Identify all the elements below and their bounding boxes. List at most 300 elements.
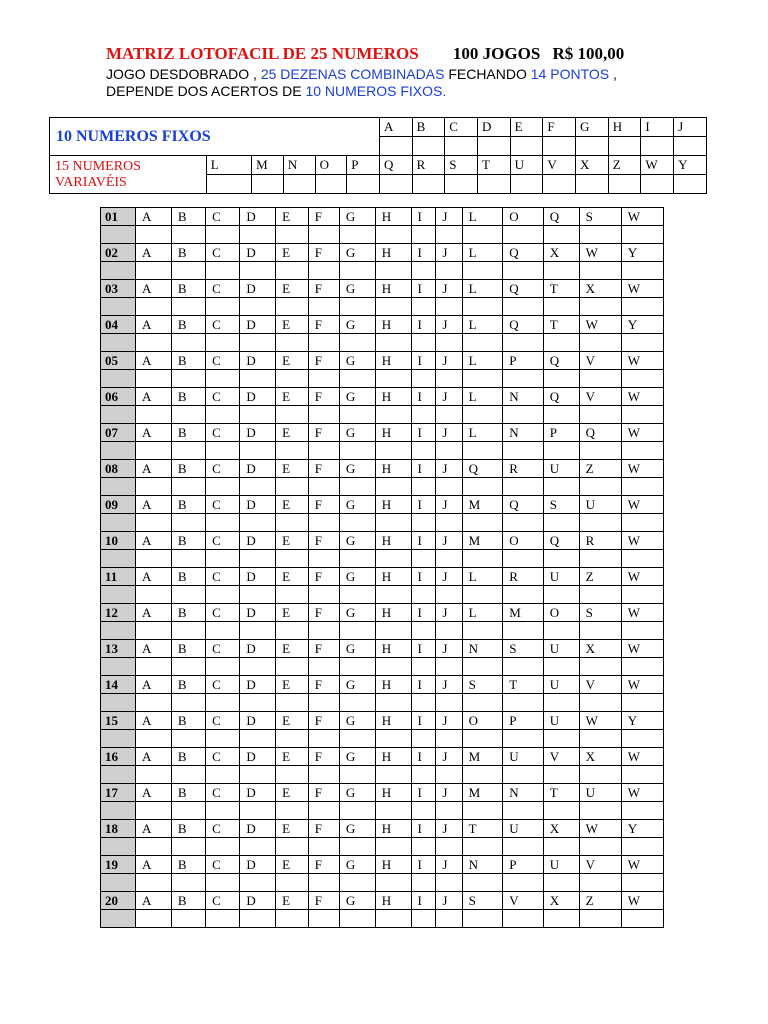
game-number-slot[interactable] xyxy=(375,694,411,712)
game-number-slot[interactable] xyxy=(276,874,309,892)
game-number-slot[interactable] xyxy=(206,550,240,568)
game-number-slot[interactable] xyxy=(308,370,339,388)
game-number-slot[interactable] xyxy=(462,406,503,424)
game-number-slot[interactable] xyxy=(308,586,339,604)
game-number-slot[interactable] xyxy=(621,730,663,748)
game-number-slot[interactable] xyxy=(206,730,240,748)
game-number-slot[interactable] xyxy=(579,226,621,244)
game-number-slot[interactable] xyxy=(579,622,621,640)
game-number-slot[interactable] xyxy=(375,262,411,280)
variable-number-slot[interactable] xyxy=(445,175,478,194)
variable-number-slot[interactable] xyxy=(576,175,609,194)
game-number-slot[interactable] xyxy=(621,550,663,568)
game-number-slot[interactable] xyxy=(276,370,309,388)
game-number-slot[interactable] xyxy=(206,658,240,676)
game-number-slot[interactable] xyxy=(171,406,205,424)
game-number-slot[interactable] xyxy=(308,406,339,424)
game-number-slot[interactable] xyxy=(206,802,240,820)
game-number-slot[interactable] xyxy=(411,406,436,424)
game-number-slot[interactable] xyxy=(276,586,309,604)
game-number-slot[interactable] xyxy=(308,442,339,460)
game-number-slot[interactable] xyxy=(436,226,462,244)
game-number-slot[interactable] xyxy=(171,442,205,460)
variable-number-slot[interactable] xyxy=(674,175,707,194)
game-number-slot[interactable] xyxy=(240,586,276,604)
game-number-slot[interactable] xyxy=(579,262,621,280)
game-number-slot[interactable] xyxy=(308,478,339,496)
game-number-slot[interactable] xyxy=(375,226,411,244)
game-number-slot[interactable] xyxy=(240,802,276,820)
game-number-slot[interactable] xyxy=(543,262,579,280)
game-number-slot[interactable] xyxy=(308,622,339,640)
game-number-slot[interactable] xyxy=(543,442,579,460)
game-number-slot[interactable] xyxy=(136,622,172,640)
game-number-slot[interactable] xyxy=(240,694,276,712)
game-number-slot[interactable] xyxy=(171,586,205,604)
game-number-slot[interactable] xyxy=(436,658,462,676)
fixed-number-slot[interactable] xyxy=(412,137,445,156)
fixed-number-slot[interactable] xyxy=(543,137,576,156)
game-number-slot[interactable] xyxy=(339,442,375,460)
game-number-slot[interactable] xyxy=(375,910,411,928)
variable-number-slot[interactable] xyxy=(641,175,674,194)
game-number-slot[interactable] xyxy=(579,478,621,496)
game-number-slot[interactable] xyxy=(375,478,411,496)
game-number-slot[interactable] xyxy=(579,910,621,928)
game-number-slot[interactable] xyxy=(462,694,503,712)
game-number-slot[interactable] xyxy=(543,874,579,892)
game-number-slot[interactable] xyxy=(543,622,579,640)
game-number-slot[interactable] xyxy=(171,874,205,892)
game-number-slot[interactable] xyxy=(503,406,544,424)
game-number-slot[interactable] xyxy=(339,334,375,352)
game-number-slot[interactable] xyxy=(240,298,276,316)
game-number-slot[interactable] xyxy=(621,442,663,460)
game-number-slot[interactable] xyxy=(308,910,339,928)
game-number-slot[interactable] xyxy=(206,226,240,244)
game-number-slot[interactable] xyxy=(462,838,503,856)
game-number-slot[interactable] xyxy=(543,334,579,352)
game-number-slot[interactable] xyxy=(276,622,309,640)
game-number-slot[interactable] xyxy=(579,730,621,748)
game-number-slot[interactable] xyxy=(462,586,503,604)
game-number-slot[interactable] xyxy=(171,838,205,856)
game-number-slot[interactable] xyxy=(206,406,240,424)
game-number-slot[interactable] xyxy=(136,802,172,820)
game-number-slot[interactable] xyxy=(543,802,579,820)
game-number-slot[interactable] xyxy=(308,838,339,856)
fixed-number-slot[interactable] xyxy=(608,137,641,156)
game-number-slot[interactable] xyxy=(240,478,276,496)
game-number-slot[interactable] xyxy=(339,478,375,496)
game-number-slot[interactable] xyxy=(171,370,205,388)
game-number-slot[interactable] xyxy=(462,622,503,640)
game-number-slot[interactable] xyxy=(339,802,375,820)
game-number-slot[interactable] xyxy=(436,478,462,496)
game-number-slot[interactable] xyxy=(308,226,339,244)
game-number-slot[interactable] xyxy=(462,874,503,892)
game-number-slot[interactable] xyxy=(621,766,663,784)
game-number-slot[interactable] xyxy=(411,694,436,712)
game-number-slot[interactable] xyxy=(136,514,172,532)
game-number-slot[interactable] xyxy=(375,802,411,820)
game-number-slot[interactable] xyxy=(543,226,579,244)
game-number-slot[interactable] xyxy=(206,694,240,712)
game-number-slot[interactable] xyxy=(308,694,339,712)
game-number-slot[interactable] xyxy=(436,298,462,316)
game-number-slot[interactable] xyxy=(276,658,309,676)
game-number-slot[interactable] xyxy=(411,226,436,244)
game-number-slot[interactable] xyxy=(339,694,375,712)
game-number-slot[interactable] xyxy=(543,370,579,388)
variable-number-slot[interactable] xyxy=(379,175,412,194)
game-number-slot[interactable] xyxy=(136,298,172,316)
game-number-slot[interactable] xyxy=(621,226,663,244)
game-number-slot[interactable] xyxy=(543,406,579,424)
game-number-slot[interactable] xyxy=(579,442,621,460)
game-number-slot[interactable] xyxy=(308,802,339,820)
game-number-slot[interactable] xyxy=(411,514,436,532)
game-number-slot[interactable] xyxy=(276,550,309,568)
game-number-slot[interactable] xyxy=(375,370,411,388)
variable-number-slot[interactable] xyxy=(283,175,315,194)
game-number-slot[interactable] xyxy=(411,298,436,316)
game-number-slot[interactable] xyxy=(206,874,240,892)
game-number-slot[interactable] xyxy=(543,550,579,568)
game-number-slot[interactable] xyxy=(375,514,411,532)
game-number-slot[interactable] xyxy=(240,730,276,748)
game-number-slot[interactable] xyxy=(436,586,462,604)
game-number-slot[interactable] xyxy=(171,802,205,820)
fixed-number-slot[interactable] xyxy=(510,137,543,156)
game-number-slot[interactable] xyxy=(621,838,663,856)
game-number-slot[interactable] xyxy=(411,802,436,820)
game-number-slot[interactable] xyxy=(136,226,172,244)
game-number-slot[interactable] xyxy=(276,766,309,784)
game-number-slot[interactable] xyxy=(375,586,411,604)
game-number-slot[interactable] xyxy=(308,766,339,784)
game-number-slot[interactable] xyxy=(621,658,663,676)
game-number-slot[interactable] xyxy=(579,694,621,712)
game-number-slot[interactable] xyxy=(621,622,663,640)
game-number-slot[interactable] xyxy=(579,874,621,892)
game-number-slot[interactable] xyxy=(462,442,503,460)
game-number-slot[interactable] xyxy=(411,766,436,784)
game-number-slot[interactable] xyxy=(621,370,663,388)
game-number-slot[interactable] xyxy=(136,874,172,892)
game-number-slot[interactable] xyxy=(206,262,240,280)
game-number-slot[interactable] xyxy=(206,766,240,784)
game-number-slot[interactable] xyxy=(436,334,462,352)
game-number-slot[interactable] xyxy=(621,874,663,892)
game-number-slot[interactable] xyxy=(308,334,339,352)
variable-number-slot[interactable] xyxy=(206,175,251,194)
game-number-slot[interactable] xyxy=(276,694,309,712)
game-number-slot[interactable] xyxy=(206,370,240,388)
game-number-slot[interactable] xyxy=(411,478,436,496)
game-number-slot[interactable] xyxy=(339,658,375,676)
game-number-slot[interactable] xyxy=(462,334,503,352)
game-number-slot[interactable] xyxy=(375,442,411,460)
game-number-slot[interactable] xyxy=(339,910,375,928)
game-number-slot[interactable] xyxy=(136,910,172,928)
game-number-slot[interactable] xyxy=(621,298,663,316)
game-number-slot[interactable] xyxy=(339,622,375,640)
game-number-slot[interactable] xyxy=(503,442,544,460)
game-number-slot[interactable] xyxy=(276,838,309,856)
game-number-slot[interactable] xyxy=(436,262,462,280)
game-number-slot[interactable] xyxy=(206,586,240,604)
game-number-slot[interactable] xyxy=(462,478,503,496)
game-number-slot[interactable] xyxy=(240,370,276,388)
fixed-number-slot[interactable] xyxy=(477,137,510,156)
game-number-slot[interactable] xyxy=(579,334,621,352)
game-number-slot[interactable] xyxy=(411,334,436,352)
game-number-slot[interactable] xyxy=(579,802,621,820)
game-number-slot[interactable] xyxy=(240,874,276,892)
game-number-slot[interactable] xyxy=(411,442,436,460)
game-number-slot[interactable] xyxy=(579,838,621,856)
game-number-slot[interactable] xyxy=(543,298,579,316)
game-number-slot[interactable] xyxy=(136,838,172,856)
game-number-slot[interactable] xyxy=(579,766,621,784)
game-number-slot[interactable] xyxy=(579,514,621,532)
game-number-slot[interactable] xyxy=(503,910,544,928)
game-number-slot[interactable] xyxy=(171,766,205,784)
game-number-slot[interactable] xyxy=(171,334,205,352)
game-number-slot[interactable] xyxy=(503,226,544,244)
game-number-slot[interactable] xyxy=(411,622,436,640)
game-number-slot[interactable] xyxy=(621,478,663,496)
game-number-slot[interactable] xyxy=(339,874,375,892)
game-number-slot[interactable] xyxy=(503,514,544,532)
game-number-slot[interactable] xyxy=(171,658,205,676)
game-number-slot[interactable] xyxy=(503,262,544,280)
game-number-slot[interactable] xyxy=(136,586,172,604)
game-number-slot[interactable] xyxy=(375,838,411,856)
game-number-slot[interactable] xyxy=(543,766,579,784)
game-number-slot[interactable] xyxy=(579,586,621,604)
game-number-slot[interactable] xyxy=(411,730,436,748)
game-number-slot[interactable] xyxy=(375,334,411,352)
game-number-slot[interactable] xyxy=(621,406,663,424)
game-number-slot[interactable] xyxy=(503,370,544,388)
game-number-slot[interactable] xyxy=(436,514,462,532)
game-number-slot[interactable] xyxy=(240,766,276,784)
fixed-number-slot[interactable] xyxy=(576,137,609,156)
game-number-slot[interactable] xyxy=(411,262,436,280)
fixed-number-slot[interactable] xyxy=(445,137,478,156)
game-number-slot[interactable] xyxy=(276,406,309,424)
game-number-slot[interactable] xyxy=(240,838,276,856)
game-number-slot[interactable] xyxy=(411,838,436,856)
game-number-slot[interactable] xyxy=(339,406,375,424)
variable-number-slot[interactable] xyxy=(315,175,347,194)
game-number-slot[interactable] xyxy=(308,658,339,676)
game-number-slot[interactable] xyxy=(543,658,579,676)
game-number-slot[interactable] xyxy=(503,298,544,316)
game-number-slot[interactable] xyxy=(136,550,172,568)
game-number-slot[interactable] xyxy=(339,550,375,568)
game-number-slot[interactable] xyxy=(503,550,544,568)
game-number-slot[interactable] xyxy=(375,730,411,748)
game-number-slot[interactable] xyxy=(621,910,663,928)
game-number-slot[interactable] xyxy=(503,694,544,712)
game-number-slot[interactable] xyxy=(503,730,544,748)
game-number-slot[interactable] xyxy=(136,334,172,352)
game-number-slot[interactable] xyxy=(621,514,663,532)
game-number-slot[interactable] xyxy=(621,262,663,280)
game-number-slot[interactable] xyxy=(276,442,309,460)
game-number-slot[interactable] xyxy=(276,514,309,532)
game-number-slot[interactable] xyxy=(543,910,579,928)
game-number-slot[interactable] xyxy=(462,550,503,568)
game-number-slot[interactable] xyxy=(276,226,309,244)
game-number-slot[interactable] xyxy=(621,694,663,712)
game-number-slot[interactable] xyxy=(171,550,205,568)
game-number-slot[interactable] xyxy=(276,802,309,820)
game-number-slot[interactable] xyxy=(375,406,411,424)
game-number-slot[interactable] xyxy=(436,874,462,892)
game-number-slot[interactable] xyxy=(276,730,309,748)
game-number-slot[interactable] xyxy=(276,262,309,280)
game-number-slot[interactable] xyxy=(621,586,663,604)
game-number-slot[interactable] xyxy=(339,514,375,532)
game-number-slot[interactable] xyxy=(462,730,503,748)
game-number-slot[interactable] xyxy=(206,298,240,316)
game-number-slot[interactable] xyxy=(339,262,375,280)
game-number-slot[interactable] xyxy=(339,838,375,856)
game-number-slot[interactable] xyxy=(503,874,544,892)
variable-number-slot[interactable] xyxy=(347,175,380,194)
game-number-slot[interactable] xyxy=(462,262,503,280)
game-number-slot[interactable] xyxy=(136,730,172,748)
variable-number-slot[interactable] xyxy=(510,175,543,194)
game-number-slot[interactable] xyxy=(171,694,205,712)
game-number-slot[interactable] xyxy=(308,514,339,532)
game-number-slot[interactable] xyxy=(375,874,411,892)
game-number-slot[interactable] xyxy=(136,370,172,388)
game-number-slot[interactable] xyxy=(339,730,375,748)
game-number-slot[interactable] xyxy=(240,226,276,244)
game-number-slot[interactable] xyxy=(543,478,579,496)
game-number-slot[interactable] xyxy=(436,730,462,748)
game-number-slot[interactable] xyxy=(503,658,544,676)
game-number-slot[interactable] xyxy=(503,766,544,784)
game-number-slot[interactable] xyxy=(543,694,579,712)
variable-number-slot[interactable] xyxy=(543,175,576,194)
game-number-slot[interactable] xyxy=(503,334,544,352)
variable-number-slot[interactable] xyxy=(412,175,445,194)
game-number-slot[interactable] xyxy=(462,658,503,676)
game-number-slot[interactable] xyxy=(462,370,503,388)
game-number-slot[interactable] xyxy=(339,226,375,244)
game-number-slot[interactable] xyxy=(375,658,411,676)
game-number-slot[interactable] xyxy=(411,550,436,568)
game-number-slot[interactable] xyxy=(206,478,240,496)
variable-number-slot[interactable] xyxy=(477,175,510,194)
game-number-slot[interactable] xyxy=(339,766,375,784)
game-number-slot[interactable] xyxy=(375,550,411,568)
game-number-slot[interactable] xyxy=(462,226,503,244)
game-number-slot[interactable] xyxy=(171,298,205,316)
game-number-slot[interactable] xyxy=(462,514,503,532)
game-number-slot[interactable] xyxy=(543,838,579,856)
game-number-slot[interactable] xyxy=(136,406,172,424)
game-number-slot[interactable] xyxy=(206,622,240,640)
game-number-slot[interactable] xyxy=(240,622,276,640)
game-number-slot[interactable] xyxy=(543,586,579,604)
game-number-slot[interactable] xyxy=(462,910,503,928)
game-number-slot[interactable] xyxy=(171,262,205,280)
game-number-slot[interactable] xyxy=(171,514,205,532)
game-number-slot[interactable] xyxy=(543,730,579,748)
game-number-slot[interactable] xyxy=(276,478,309,496)
game-number-slot[interactable] xyxy=(503,586,544,604)
game-number-slot[interactable] xyxy=(136,478,172,496)
game-number-slot[interactable] xyxy=(171,478,205,496)
game-number-slot[interactable] xyxy=(375,766,411,784)
game-number-slot[interactable] xyxy=(543,514,579,532)
game-number-slot[interactable] xyxy=(308,730,339,748)
game-number-slot[interactable] xyxy=(240,262,276,280)
game-number-slot[interactable] xyxy=(436,766,462,784)
game-number-slot[interactable] xyxy=(240,334,276,352)
game-number-slot[interactable] xyxy=(339,586,375,604)
game-number-slot[interactable] xyxy=(375,298,411,316)
game-number-slot[interactable] xyxy=(462,766,503,784)
game-number-slot[interactable] xyxy=(339,298,375,316)
game-number-slot[interactable] xyxy=(308,550,339,568)
game-number-slot[interactable] xyxy=(240,406,276,424)
game-number-slot[interactable] xyxy=(308,874,339,892)
game-number-slot[interactable] xyxy=(411,658,436,676)
game-number-slot[interactable] xyxy=(579,370,621,388)
game-number-slot[interactable] xyxy=(436,406,462,424)
game-number-slot[interactable] xyxy=(462,802,503,820)
variable-number-slot[interactable] xyxy=(608,175,641,194)
game-number-slot[interactable] xyxy=(206,334,240,352)
variable-number-slot[interactable] xyxy=(252,175,284,194)
fixed-number-slot[interactable] xyxy=(641,137,674,156)
game-number-slot[interactable] xyxy=(411,874,436,892)
game-number-slot[interactable] xyxy=(136,694,172,712)
fixed-number-slot[interactable] xyxy=(674,137,707,156)
game-number-slot[interactable] xyxy=(579,298,621,316)
game-number-slot[interactable] xyxy=(206,910,240,928)
game-number-slot[interactable] xyxy=(171,910,205,928)
game-number-slot[interactable] xyxy=(503,478,544,496)
game-number-slot[interactable] xyxy=(339,370,375,388)
game-number-slot[interactable] xyxy=(276,910,309,928)
game-number-slot[interactable] xyxy=(171,226,205,244)
game-number-slot[interactable] xyxy=(240,658,276,676)
game-number-slot[interactable] xyxy=(308,298,339,316)
game-number-slot[interactable] xyxy=(136,766,172,784)
game-number-slot[interactable] xyxy=(436,838,462,856)
game-number-slot[interactable] xyxy=(276,298,309,316)
game-number-slot[interactable] xyxy=(579,550,621,568)
game-number-slot[interactable] xyxy=(240,514,276,532)
fixed-number-slot[interactable] xyxy=(379,137,412,156)
game-number-slot[interactable] xyxy=(621,802,663,820)
game-number-slot[interactable] xyxy=(206,442,240,460)
game-number-slot[interactable] xyxy=(436,370,462,388)
game-number-slot[interactable] xyxy=(136,442,172,460)
game-number-slot[interactable] xyxy=(240,910,276,928)
game-number-slot[interactable] xyxy=(136,658,172,676)
game-number-slot[interactable] xyxy=(436,910,462,928)
